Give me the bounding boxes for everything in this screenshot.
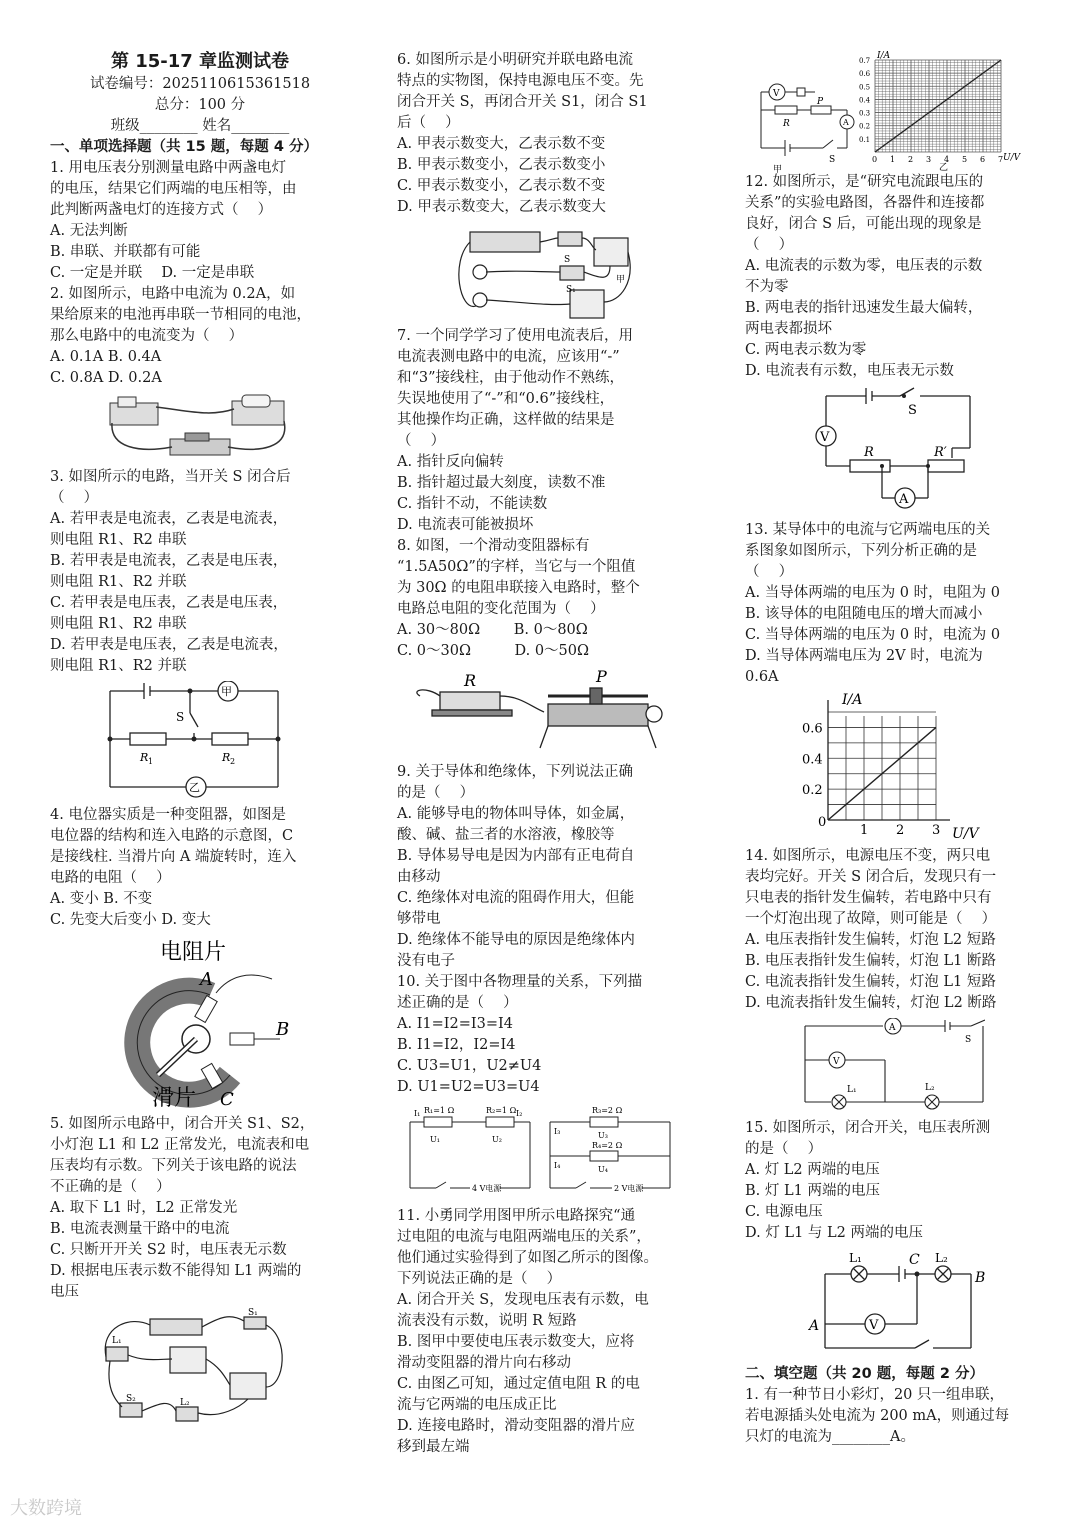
small-chart-x-tick-label: 0 (872, 155, 878, 164)
q10-circuits-figure (400, 1102, 680, 1202)
svg-text:S₁: S₁ (248, 1308, 258, 1318)
q11-graph-yi (853, 48, 1033, 172)
column-3 (745, 48, 1035, 1448)
svg-text:R: R (864, 445, 874, 460)
chart-x-axis-label: U/V (952, 826, 979, 842)
question-15: 15. 如图所示，闭合开关，电压表所测 的是（ ） A. 灯 L2 两端的电压 B. 灯 L1 两端的电压 C. 电源电压 D. 灯 L1 与 L2 两端的电压 (745, 1120, 991, 1241)
q4-potentiometer-figure (100, 935, 300, 1110)
column-2 (397, 50, 682, 1458)
q11-figures (745, 48, 1035, 172)
svg-text:I₃: I₃ (553, 1127, 560, 1136)
svg-text:S: S (563, 255, 570, 265)
watermark-logo: 大数跨境 (10, 1498, 82, 1519)
svg-text:L₂: L₂ (180, 1398, 190, 1408)
class-name-line: 班级________ 姓名________ (110, 118, 290, 134)
svg-text:1: 1 (148, 757, 154, 766)
q12-circuit-figure (800, 386, 980, 516)
svg-text:V: V (833, 1057, 840, 1067)
svg-text:I₁: I₁ (413, 1109, 420, 1118)
paper-number: 试卷编号：2025110615361518 (89, 76, 311, 92)
q14-circuit-figure (795, 1018, 985, 1114)
svg-text:B: B (975, 1270, 985, 1286)
svg-text:V: V (869, 1318, 879, 1333)
small-chart-x-tick-label: 1 (890, 155, 896, 164)
svg-text:R: R (783, 119, 790, 129)
question-10: 10. 关于图中各物理量的关系，下列描 述正确的是（ ） A. I1=I2=I3=I4 B. I1=I2，I2=I4 C. U3=U1，U2≠U4 D. U1=U2=U3=U4 (397, 974, 643, 1095)
slider-label: 滑片 (152, 1086, 197, 1110)
svg-text:R₃=2 Ω: R₃=2 Ω (591, 1106, 622, 1115)
meter-jia-label: 甲 (221, 685, 232, 698)
question-8: 8. 如图，一个滑动变阻器标有 “1.5A50Ω”的字样，当它与一个阻值 为 30Ω 的电阻串联接入电路时，整个 电路总电阻的变化范围为（ ） A. 30～80Ω B. 0～80Ω C. 0～30Ω D. 0～50Ω (397, 538, 640, 659)
svg-text:甲: 甲 (615, 275, 625, 285)
chart-y-tick-label: 0.6 (802, 721, 823, 737)
question-14: 14. 如图所示，电源电压不变，两只电 表均完好。开关 S 闭合后，发现只有一 只电表的指针发生偏转，若电路中只有 一个灯泡出现了故障，则可能是（ ） A. 电压表指针发生偏转，灯泡 L2 短路 B. 电压表指针发生偏转，灯泡 L1 断路 C. 电流表指针发生偏转，灯泡 L1 短路 D. 电流表指针发生偏转，灯泡 L2 断路 (745, 848, 997, 1011)
chart-x-tick-label: 1 (860, 823, 869, 838)
svg-text:V: V (773, 89, 780, 99)
small-chart-y-tick-label: 0.3 (859, 109, 871, 118)
small-chart-y-tick-label: 0.4 (859, 96, 871, 105)
question-9: 9. 关于导体和绝缘体，下列说法正确 的是（ ） A. 能够导电的物体叫导体，如金属， 酸、碱、盐三者的水溶液，橡胶等 B. 导体易导电是因为内部有正电荷自 由移动 C. 绝缘体对电流的阻碍作用大，但能 够带电 D. 绝缘体不能导电的原因是绝缘体内 没有电子 (397, 764, 635, 969)
chart-y-axis-label: I/A (842, 692, 863, 708)
svg-text:L₁: L₁ (847, 1085, 857, 1095)
question-7: 7. 一个同学学习了使用电流表后，用 电流表测电路中的电流，应该用“-” 和“3”接线柱，由于他动作不熟练， 失误地使用了“-”和“0.6”接线柱， 其他操作均正确，这样做的结果是 （ ） A. 指针反向偏转 B. 指针超过最大刻度，读数不准 C. 指针不动，不能读数 D. 电流表可能被损坏 (397, 328, 633, 533)
chart-y-tick-label: 0.2 (802, 783, 823, 799)
q8-rheostat-figure (410, 666, 670, 758)
fill-question-1: 1. 有一种节日小彩灯，20 只一组串联， 若电源插头处电流为 200 mA，则通过每 只灯的电流为________A。 (745, 1387, 1010, 1445)
column-1 (50, 0, 350, 1439)
q2-circuit-figure (100, 393, 300, 463)
switch-s-label: S (176, 710, 185, 724)
section-2-heading: 二、填空题（共 20 题，每题 2 分） (745, 1366, 984, 1382)
question-2: 2. 如图所示，电路中电流为 0.2A，如 果给原来的电池再串联一节相同的电池， 那么电路中的电流变为（ ） A. 0.1A B. 0.4A C. 0.8A D. 0.2A (50, 286, 311, 386)
q13-iu-chart (800, 692, 980, 842)
question-3: 3. 如图所示的电路，当开关 S 闭合后 （ ） A. 若甲表是电流表，乙表是电流表， 则电阻 R1、R2 串联 B. 若甲表是电流表，乙表是电压表， 则电阻 R1、R2 并联 C. 若甲表是电压表，乙表是电压表， 则电阻 R1、R2 串联 D. 若甲表是电压表，乙表是电流表， 则电阻 R1、R2 并联 (50, 469, 291, 674)
chart-y-tick-label: 0.4 (802, 752, 823, 768)
svg-text:U₄: U₄ (597, 1165, 608, 1174)
svg-text:L₁: L₁ (112, 1336, 122, 1346)
small-chart-y-tick-label: 0.1 (859, 135, 871, 144)
question-6: 6. 如图所示是小明研究并联电路电流 特点的实物图，保持电源电压不变。先 闭合开关 S，再闭合开关 S1，闭合 S1 后（ ） A. 甲表示数变大，乙表示数不变 B. 甲表示数变小，乙表示数变小 C. 甲表示数变小，乙表示数不变 D. 甲表示数变大，乙表示数变大 (397, 52, 648, 215)
terminal-a-label: A (200, 969, 213, 990)
svg-text:R₄=2 Ω: R₄=2 Ω (591, 1141, 622, 1150)
small-chart-y-tick-label: 0.6 (859, 70, 871, 79)
q15-circuit-figure (795, 1248, 985, 1360)
small-chart-y-tick-label: 0.2 (859, 122, 871, 131)
svg-text:甲: 甲 (773, 165, 783, 174)
question-1: 1. 用电压表分别测量电路中两盏电灯 的电压，结果它们两端的电压相等，由 此判断两盏电灯的连接方式（ ） A. 无法判断 B. 串联、并联都有可能 C. 一定是并联 D. 一定是串联 (50, 160, 297, 281)
svg-text:C: C (909, 1252, 920, 1268)
section-1-heading: 一、单项选择题（共 15 题，每题 4 分） (50, 139, 318, 155)
svg-text:L₁: L₁ (849, 1251, 862, 1265)
small-chart-series-line (875, 60, 1001, 152)
q6-circuit-figure (440, 222, 640, 322)
resistor-film-label: 电阻片 (160, 940, 227, 965)
svg-text:S₁: S₁ (565, 285, 576, 295)
question-13: 13. 某导体中的电流与它两端电压的关 系图象如图所示，下列分析正确的是 （ ） A. 当导体两端的电压为 0 时，电阻为 0 B. 该导体的电阻随电压的增大而减小 C. 当导体两端的电压为 0 时，电流为 0 D. 当导体两端电压为 2V 时，电流为 0.6A (745, 522, 1001, 685)
svg-text:A: A (809, 1318, 820, 1334)
svg-text:S: S (965, 1035, 972, 1045)
svg-text:A: A (843, 118, 849, 127)
question-12: 12. 如图所示，是“研究电流跟电压的 关系”的实验电路图，各器件和连接都 良好，闭合 S 后，可能出现的现象是 （ ） A. 电流表的示数为零，电压表的示数 不为零 B. 两电表的指针迅速发生最大偏转， 两电表都损坏 C. 两电表示数为零 D. 电流表有示数，电压表无示数 (745, 174, 985, 379)
svg-text:A: A (889, 1023, 896, 1033)
question-4: 4. 电位器实质是一种变阻器，如图是 电位器的结构和连入电路的示意图，C 是接线柱. 当滑片向 A 端旋转时，连入 电路的电阻（ ） A. 变小 B. 不变 C. 先变大后变小 D. 变大 (50, 807, 297, 928)
svg-text:I₄: I₄ (553, 1161, 560, 1170)
small-chart-x-tick-label: 7 (998, 155, 1004, 164)
svg-text:2: 2 (230, 757, 236, 766)
chart-origin-label: 0 (818, 815, 827, 830)
svg-text:R₂=1 Ω: R₂=1 Ω (485, 1106, 516, 1115)
chart-x-tick-label: 2 (896, 823, 905, 838)
q11-circuit-jia (755, 76, 855, 174)
small-chart-x-label: U/V (1003, 153, 1021, 163)
svg-text:R: R (463, 671, 476, 690)
svg-text:V: V (820, 430, 830, 445)
chart-x-tick-label: 3 (932, 823, 941, 838)
svg-text:S: S (829, 155, 836, 165)
svg-text:R: R (140, 751, 149, 764)
svg-text:4 V电源: 4 V电源 (471, 1184, 501, 1193)
small-chart-x-tick-label: 4 (944, 155, 950, 164)
svg-text:U₁: U₁ (429, 1135, 440, 1144)
terminal-c-label: C (220, 1089, 234, 1110)
terminal-b-label: B (276, 1019, 290, 1040)
q5-circuit-figure (100, 1307, 300, 1435)
question-5: 5. 如图所示电路中，闭合开关 S1、S2， 小灯泡 L1 和 L2 正常发光，电流表和电 压表均有示数。下列关于该电路的说法 不正确的是（ ） A. 取下 L1 时，L2 正常发光 B. 电流表测量干路中的电流 C. 只断开开关 S2 时，电压表无示数 D. 根据电压表示数不能得知 L1 两端的 电压 (50, 1116, 315, 1300)
svg-text:R₁=1 Ω: R₁=1 Ω (423, 1106, 454, 1115)
svg-text:P: P (595, 667, 607, 686)
svg-text:I₂: I₂ (515, 1109, 522, 1118)
small-chart-y-label: I/A (877, 51, 891, 61)
small-chart-x-tick-label: 3 (926, 155, 932, 164)
small-chart-caption: 乙 (939, 163, 949, 172)
svg-text:R: R (222, 751, 231, 764)
svg-text:R′: R′ (934, 445, 947, 460)
svg-text:L₂: L₂ (925, 1083, 935, 1093)
small-chart-y-tick-label: 0.7 (859, 57, 871, 65)
total-score: 总分：100 分 (154, 97, 246, 113)
svg-text:S: S (908, 403, 917, 418)
svg-text:A: A (899, 492, 909, 507)
meter-yi-label: 乙 (189, 781, 200, 794)
svg-text:L₂: L₂ (935, 1251, 948, 1265)
svg-text:U₂: U₂ (491, 1135, 502, 1144)
page-title: 第 15-17 章监测试卷 (110, 51, 290, 72)
small-chart-x-tick-label: 6 (980, 155, 986, 164)
svg-text:2 V电源: 2 V电源 (613, 1184, 643, 1193)
small-chart-y-tick-label: 0.5 (859, 83, 871, 92)
svg-text:U₃: U₃ (597, 1131, 608, 1140)
svg-text:P: P (817, 97, 824, 107)
q3-circuit-figure (100, 681, 300, 801)
small-chart-x-tick-label: 5 (962, 155, 968, 164)
svg-text:S₂: S₂ (126, 1394, 136, 1404)
small-chart-x-tick-label: 2 (908, 155, 914, 164)
question-11: 11. 小勇同学用图甲所示电路探究“通 过电阻的电流与电阻两端电压的关系”， 他们通过实验得到了如图乙所示的图像。 下列说法正确的是（ ） A. 闭合开关 S，发现电压表有示数，电 流表没有示数，说明 R 短路 B. 图甲中要使电压表示数变大，应将 滑动变阻器的滑片向右移动 C. 由图乙可知，通过定值电阻 R 的电 流与它两端的电压成正比 D. 连接电路时，滑动变阻器的滑片应 移到最左端 (397, 1208, 658, 1455)
